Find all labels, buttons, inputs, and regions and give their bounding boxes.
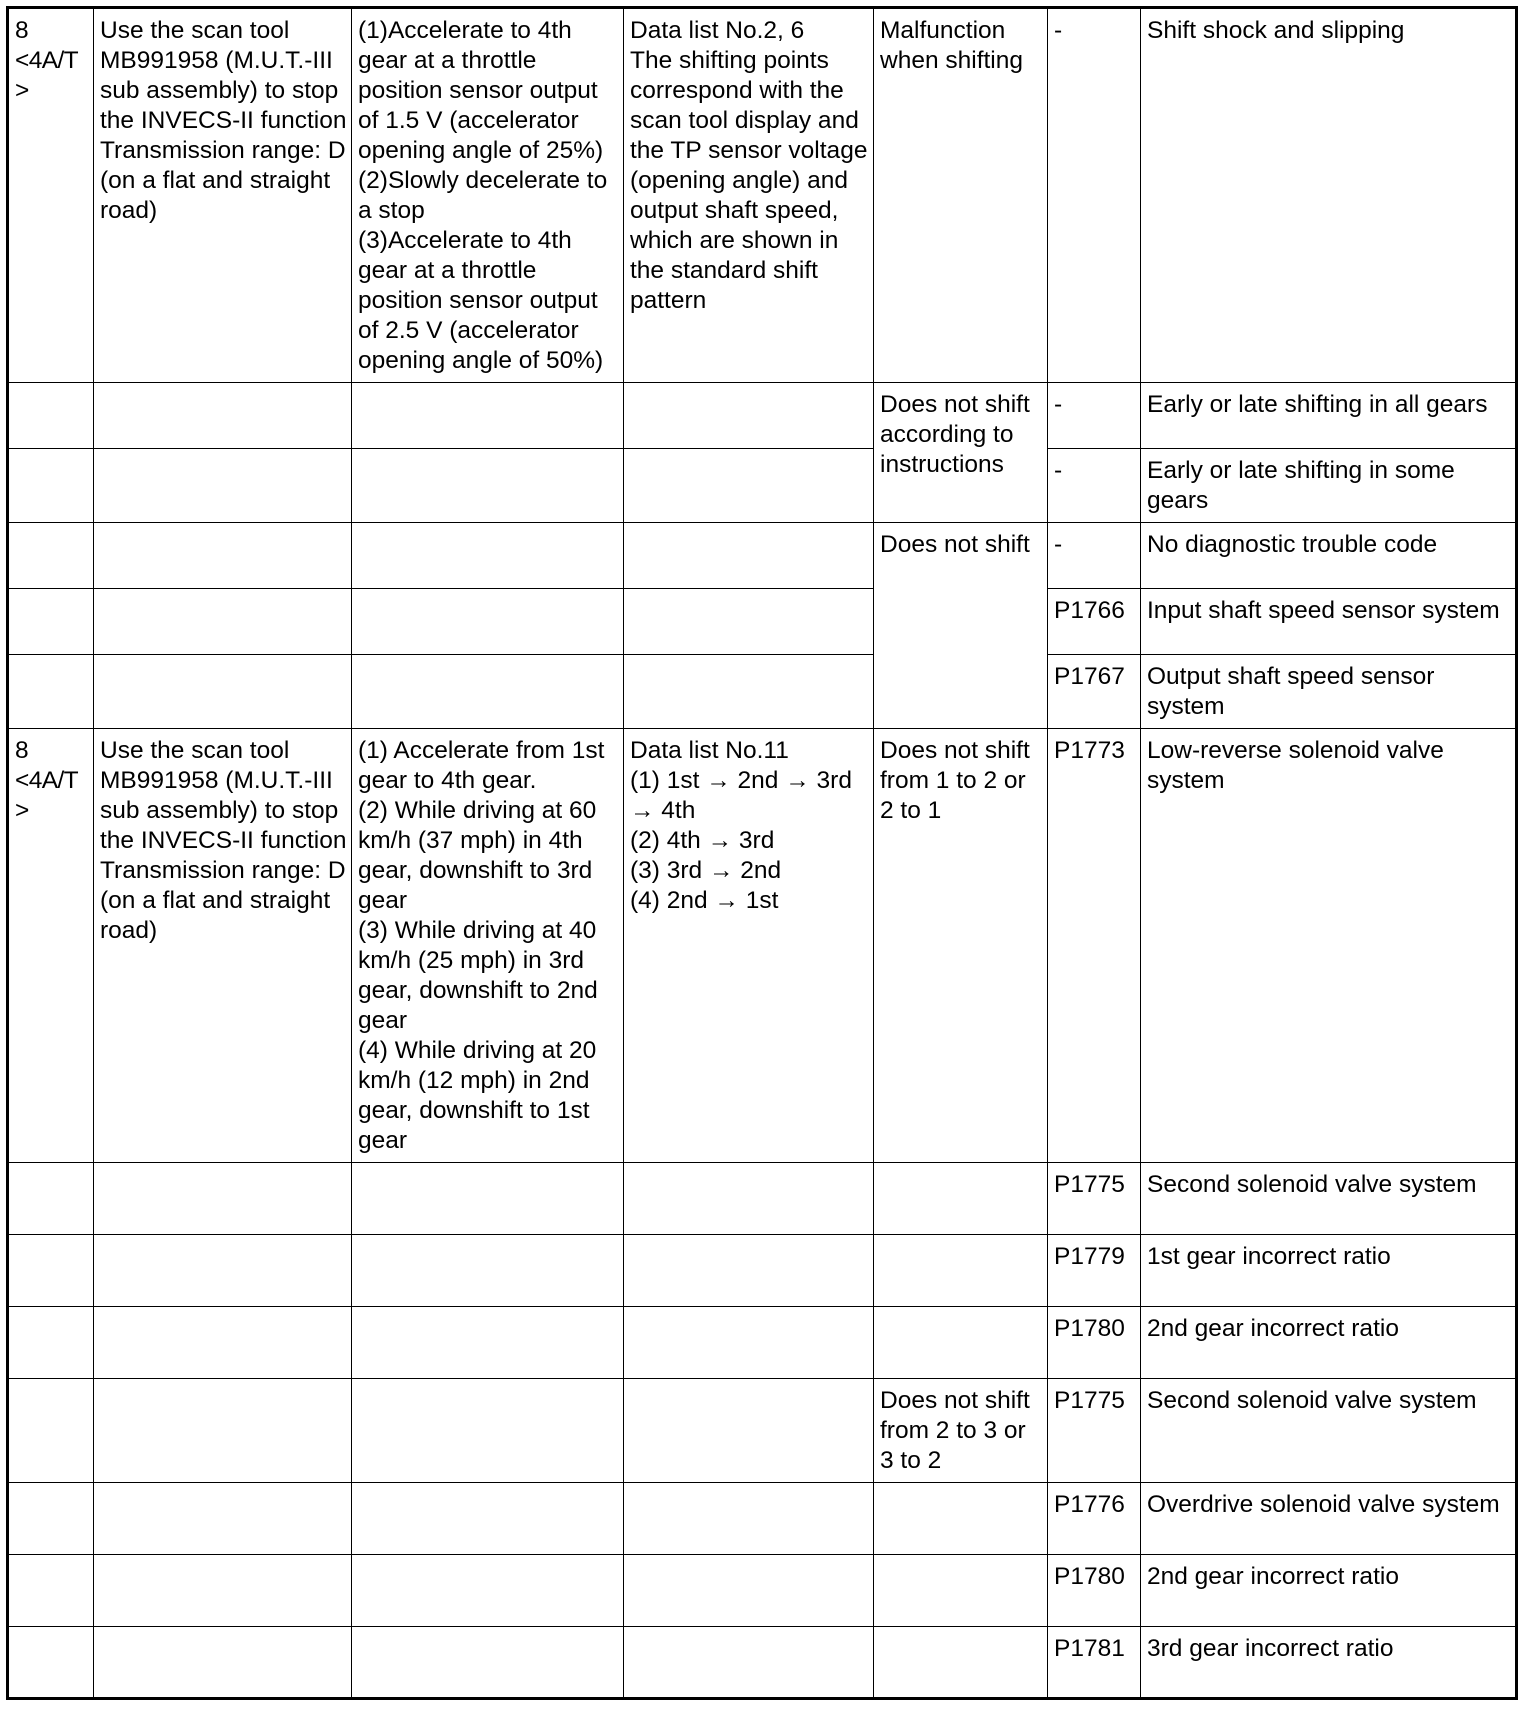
empty-cell bbox=[94, 589, 352, 655]
empty-cell bbox=[8, 589, 94, 655]
trouble-code: - bbox=[1048, 449, 1141, 523]
empty-cell bbox=[874, 1627, 1048, 1699]
empty-cell bbox=[8, 523, 94, 589]
probable-cause: Input shaft speed sensor system bbox=[1141, 589, 1517, 655]
diagnosis-table bbox=[6, 6, 1518, 1700]
empty-cell bbox=[874, 1235, 1048, 1307]
table-row bbox=[8, 1627, 1517, 1699]
trouble-code: P1767 bbox=[1048, 655, 1141, 729]
trouble-code: P1779 bbox=[1048, 1235, 1141, 1307]
symptom-cell: Does not shift according to instructions bbox=[874, 383, 1048, 523]
table-row bbox=[8, 383, 1517, 449]
trouble-code: P1780 bbox=[1048, 1307, 1141, 1379]
empty-cell bbox=[352, 383, 624, 449]
empty-cell bbox=[352, 1307, 624, 1379]
empty-cell bbox=[94, 1163, 352, 1235]
empty-cell bbox=[94, 523, 352, 589]
table-row bbox=[8, 729, 1517, 1163]
empty-cell bbox=[624, 589, 874, 655]
trouble-code: P1776 bbox=[1048, 1483, 1141, 1555]
empty-cell bbox=[624, 1307, 874, 1379]
inspection-procedure: Use the scan tool MB991958 (M.U.T.-III sub assembly) to stop the INVECS-II function Transmission range: D (on a flat and straight road) bbox=[94, 729, 352, 1163]
symptom-cell: Does not shift from 2 to 3 or 3 to 2 bbox=[874, 1379, 1048, 1483]
empty-cell bbox=[352, 655, 624, 729]
probable-cause: Shift shock and slipping bbox=[1141, 8, 1517, 383]
table-row bbox=[8, 523, 1517, 589]
empty-cell bbox=[624, 383, 874, 449]
symptom-cell: Does not shift bbox=[874, 523, 1048, 729]
operation-steps: (1)Accelerate to 4th gear at a throttle position sensor output of 1.5 V (accelerator opening angle of 25%) (2)Slowly decelerate to a stop (3)Accelerate to 4th gear at a throttle position sensor output of 2.5 V (accelerator opening angle of 50%) bbox=[352, 8, 624, 383]
judgement-criteria: Data list No.2, 6 The shifting points correspond with the scan tool display and the TP sensor voltage (opening angle) and output shaft speed, which are shown in the standard shift pattern bbox=[624, 8, 874, 383]
empty-cell bbox=[624, 1555, 874, 1627]
empty-cell bbox=[8, 1555, 94, 1627]
table-row bbox=[8, 449, 1517, 523]
empty-cell bbox=[8, 1627, 94, 1699]
table-row bbox=[8, 1163, 1517, 1235]
empty-cell bbox=[874, 1483, 1048, 1555]
empty-cell bbox=[94, 1307, 352, 1379]
empty-cell bbox=[352, 449, 624, 523]
probable-cause: Early or late shifting in some gears bbox=[1141, 449, 1517, 523]
table-row bbox=[8, 1307, 1517, 1379]
empty-cell bbox=[624, 1163, 874, 1235]
trouble-code: P1775 bbox=[1048, 1163, 1141, 1235]
probable-cause: 1st gear incorrect ratio bbox=[1141, 1235, 1517, 1307]
probable-cause: Low-reverse solenoid valve system bbox=[1141, 729, 1517, 1163]
empty-cell bbox=[352, 523, 624, 589]
empty-cell bbox=[8, 383, 94, 449]
empty-cell bbox=[94, 449, 352, 523]
probable-cause: Second solenoid valve system bbox=[1141, 1163, 1517, 1235]
empty-cell bbox=[874, 1555, 1048, 1627]
operation-steps: (1) Accelerate from 1st gear to 4th gear. (2) While driving at 60 km/h (37 mph) in 4th gear, downshift to 3rd gear (3) While driving at 40 km/h (25 mph) in 3rd gear, downshift to 2nd gear (4) While driving at 20 km/h (12 mph) in 2nd gear, downshift to 1st gear bbox=[352, 729, 624, 1163]
trouble-code: - bbox=[1048, 383, 1141, 449]
empty-cell bbox=[624, 1235, 874, 1307]
judgement-criteria: Data list No.11 (1) 1st → 2nd → 3rd → 4th (2) 4th → 3rd (3) 3rd → 2nd (4) 2nd → 1st bbox=[624, 729, 874, 1163]
table-row bbox=[8, 8, 1517, 383]
empty-cell bbox=[352, 1235, 624, 1307]
trouble-code: P1766 bbox=[1048, 589, 1141, 655]
inspection-procedure: Use the scan tool MB991958 (M.U.T.-III sub assembly) to stop the INVECS-II function Transmission range: D (on a flat and straight road) bbox=[94, 8, 352, 383]
empty-cell bbox=[624, 655, 874, 729]
empty-cell bbox=[8, 1379, 94, 1483]
empty-cell bbox=[8, 1483, 94, 1555]
table-row bbox=[8, 1235, 1517, 1307]
step-number: 8 <4A/T> bbox=[8, 729, 94, 1163]
trouble-code: P1780 bbox=[1048, 1555, 1141, 1627]
probable-cause: Early or late shifting in all gears bbox=[1141, 383, 1517, 449]
empty-cell bbox=[352, 1627, 624, 1699]
empty-cell bbox=[94, 1627, 352, 1699]
empty-cell bbox=[874, 1307, 1048, 1379]
empty-cell bbox=[8, 1235, 94, 1307]
empty-cell bbox=[624, 1379, 874, 1483]
symptom-cell: Malfunction when shifting bbox=[874, 8, 1048, 383]
step-number: 8 <4A/T> bbox=[8, 8, 94, 383]
table-row bbox=[8, 1555, 1517, 1627]
probable-cause: No diagnostic trouble code bbox=[1141, 523, 1517, 589]
probable-cause: Second solenoid valve system bbox=[1141, 1379, 1517, 1483]
empty-cell bbox=[94, 1379, 352, 1483]
table-row bbox=[8, 1483, 1517, 1555]
table-row bbox=[8, 655, 1517, 729]
table-row bbox=[8, 1379, 1517, 1483]
empty-cell bbox=[874, 1163, 1048, 1235]
trouble-code: P1773 bbox=[1048, 729, 1141, 1163]
table-row bbox=[8, 589, 1517, 655]
empty-cell bbox=[94, 383, 352, 449]
empty-cell bbox=[624, 523, 874, 589]
trouble-code: P1775 bbox=[1048, 1379, 1141, 1483]
symptom-cell: Does not shift from 1 to 2 or 2 to 1 bbox=[874, 729, 1048, 1163]
probable-cause: 2nd gear incorrect ratio bbox=[1141, 1555, 1517, 1627]
empty-cell bbox=[352, 589, 624, 655]
empty-cell bbox=[624, 1627, 874, 1699]
probable-cause: 3rd gear incorrect ratio bbox=[1141, 1627, 1517, 1699]
empty-cell bbox=[8, 655, 94, 729]
empty-cell bbox=[94, 655, 352, 729]
probable-cause: Output shaft speed sensor system bbox=[1141, 655, 1517, 729]
empty-cell bbox=[94, 1555, 352, 1627]
empty-cell bbox=[8, 1307, 94, 1379]
empty-cell bbox=[624, 449, 874, 523]
empty-cell bbox=[352, 1163, 624, 1235]
empty-cell bbox=[624, 1483, 874, 1555]
trouble-code: P1781 bbox=[1048, 1627, 1141, 1699]
empty-cell bbox=[94, 1235, 352, 1307]
empty-cell bbox=[94, 1483, 352, 1555]
empty-cell bbox=[352, 1483, 624, 1555]
probable-cause: Overdrive solenoid valve system bbox=[1141, 1483, 1517, 1555]
empty-cell bbox=[352, 1555, 624, 1627]
empty-cell bbox=[8, 449, 94, 523]
empty-cell bbox=[8, 1163, 94, 1235]
probable-cause: 2nd gear incorrect ratio bbox=[1141, 1307, 1517, 1379]
trouble-code: - bbox=[1048, 8, 1141, 383]
trouble-code: - bbox=[1048, 523, 1141, 589]
empty-cell bbox=[352, 1379, 624, 1483]
